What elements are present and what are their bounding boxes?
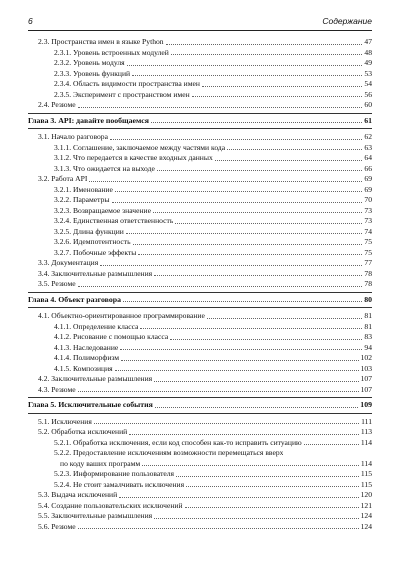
dot-leader [155,401,358,408]
dot-leader [129,428,359,435]
toc-entry-title: 3.2.1. Именование [54,184,113,194]
dot-leader [140,322,362,329]
toc-page-number: 78 [364,268,372,278]
toc-entry-title: 3.2.4. Единственная ответственность [54,216,174,225]
toc-entry[interactable] [54,143,372,153]
header-title: Содержание [322,16,372,26]
toc-entry-title: 3.2.5. Длина функции [54,226,124,236]
toc-page-number: 75 [364,247,372,257]
dot-leader [151,116,362,123]
toc-entry-title: 2.3.3. Уровень функций [54,68,131,78]
toc-entry[interactable] [54,48,372,58]
dot-leader [154,269,362,276]
dot-leader [154,512,358,519]
toc-page-number: 73 [364,205,372,215]
toc-page-number: 66 [364,163,372,173]
toc-page-number: 64 [364,153,372,162]
toc-entry[interactable] [38,311,372,321]
dot-leader [176,470,359,477]
toc-entry-title: 3.2. Работа API [38,174,88,183]
toc-page-number: 94 [364,342,372,352]
toc-page-number: 113 [360,427,372,436]
toc-page-number: 115 [360,469,372,478]
toc-entry-title: 5.2.4. Не стоит замалчивать исключения [54,479,185,489]
toc-entry[interactable] [60,459,372,469]
toc-page-number: 69 [364,174,372,183]
toc-entry[interactable] [38,385,372,395]
dot-leader [123,295,362,302]
toc-entry-title: 3.4. Заключительные размышления [38,268,153,278]
dot-leader [171,48,363,55]
toc-entry[interactable] [38,522,372,532]
toc-entry[interactable] [38,374,372,384]
toc-page-number: 124 [360,511,372,520]
toc-chapter-entry[interactable] [28,400,372,410]
toc-page-number: 124 [360,521,372,531]
toc-entry-title: 3.5. Резюме [38,279,76,288]
chapter-rule [28,113,372,114]
toc-entry-title: 4.1.4. Полиморфизм [54,353,120,362]
toc-entry-title: 2.3.5. Эксперимент с пространством имен [54,89,190,99]
toc-page-number: 47 [364,37,372,46]
toc-page-number: 102 [360,353,372,362]
toc-entry[interactable] [54,480,372,490]
chapter-rule [28,413,372,414]
toc-entry-title: 3.2.6. Идемпотентность [54,237,131,246]
toc-entry[interactable] [54,164,372,174]
toc-page-number: 61 [364,115,372,125]
dot-leader [186,480,359,487]
dot-leader [175,217,362,224]
toc-entry[interactable] [54,216,372,226]
toc-page-number: 63 [364,142,372,152]
toc-entry-title: 4.1.3. Наследование [54,342,119,352]
running-header [28,16,372,31]
toc-entry-title: по коду ваших программ [60,458,141,468]
toc-entry[interactable] [38,511,372,521]
toc-page-number: 75 [364,237,372,246]
dot-leader [157,164,363,171]
dot-leader [112,196,363,203]
toc-entry[interactable] [54,90,372,100]
toc-entry-title: 5.2.3. Информирование пользователя [54,469,175,478]
dot-leader [110,133,362,140]
toc-entry-title: 5.2.2. Предоставление исключениям возможности перемещаться вверх [54,448,284,457]
toc-entry-title: 2.3.4. Область видимости пространства имен [54,79,200,88]
toc-entry[interactable] [38,427,372,437]
toc-page-number: 107 [360,384,372,394]
toc-entry-title: 5.1. Исключения [38,416,92,426]
dot-leader [215,154,363,161]
dot-leader [89,175,362,182]
chapter-rule [28,307,372,308]
dot-leader [78,101,363,108]
toc-page-number: 49 [364,58,372,67]
dot-leader [127,59,363,66]
dot-leader [78,385,359,392]
toc-entry[interactable] [54,448,372,458]
toc-entry-title: Глава 3. API: давайте пообщаемся [28,115,149,125]
toc-entry-title: 2.3.2. Уровень модуля [54,58,125,67]
dot-leader [126,227,363,234]
toc-entry[interactable] [38,501,372,511]
toc-entry-title: Глава 5. Исключительные события [28,400,153,409]
dot-leader [132,69,362,76]
toc-page-number: 109 [360,400,372,409]
toc-entry-title: 5.2.1. Обработка исключения, если код способен как-то исправить ситуацию [54,437,302,447]
toc-page-number: 114 [360,458,372,468]
toc-entry[interactable] [54,364,372,374]
dot-leader [202,80,362,87]
toc-page-number: 77 [364,258,372,267]
toc-entry[interactable] [54,69,372,79]
toc-page-number: 48 [364,47,372,57]
toc-page-number: 69 [364,184,372,194]
toc-entry[interactable] [54,79,372,89]
toc-entry-title: 3.2.3. Возвращаемое значение [54,205,151,215]
toc-page-number: 62 [364,132,372,141]
dot-leader [119,491,358,498]
dot-leader [192,90,363,97]
toc-page-number: 74 [364,226,372,236]
toc-page-number: 81 [364,311,372,320]
toc-entry[interactable] [38,258,372,268]
toc-entry[interactable] [54,343,372,353]
toc-entry[interactable] [54,322,372,332]
dot-leader [115,185,363,192]
toc-entry-title: 4.1.2. Рисование с помощью класса [54,332,169,341]
toc-entry-title: Глава 4. Объект разговора [28,294,121,304]
toc-entry[interactable] [54,206,372,216]
toc-entry[interactable] [38,132,372,142]
dot-leader [227,143,362,150]
toc-entry-title: 4.1. Объектно-ориентированное программирование [38,311,205,320]
chapter-rule [28,128,372,129]
toc-entry[interactable] [54,248,372,258]
toc-entry[interactable] [38,37,372,47]
toc-entry-title: 2.3. Пространства имен в языке Python [38,37,164,46]
toc-entry-title: 5.6. Резюме [38,521,76,531]
dot-leader [142,459,359,466]
toc-entry-title: 4.1.1. Определение класса [54,321,139,331]
toc-page-number: 73 [364,216,372,225]
toc-entry-title: 2.4. Резюме [38,100,76,109]
dot-leader [154,375,358,382]
toc-page-number: 121 [360,500,372,510]
toc-page-number: 60 [364,100,372,109]
toc-entry[interactable] [38,100,372,110]
dot-leader [138,248,362,255]
toc-page-number: 80 [364,294,372,304]
toc-entry-title: 4.2. Заключительные размышления [38,374,153,383]
toc-page-number: 53 [364,68,372,78]
toc-entry[interactable] [54,227,372,237]
dot-leader [115,364,359,371]
dot-leader [78,522,359,529]
toc-chapter-entry[interactable] [28,295,372,305]
toc-page-number: 78 [364,279,372,288]
chapter-rule [28,397,372,398]
dot-leader [100,259,362,266]
toc-entry-title: 3.2.2. Параметры [54,195,110,204]
toc-entry-title: 4.3. Резюме [38,384,76,394]
toc-entry-title: 3.1.3. Что ожидается на выходе [54,163,155,173]
toc-entry[interactable] [54,153,372,163]
dot-leader [304,438,359,445]
page-number: 6 [28,16,33,26]
toc-page-number: 81 [364,321,372,331]
dot-leader [166,38,363,45]
toc-entry-title: 5.5. Заключительные размышления [38,511,153,520]
toc-entry[interactable] [54,237,372,247]
toc-entry[interactable] [54,185,372,195]
toc-entry-title: 4.1.5. Композиция [54,363,113,373]
toc-page-number: 111 [361,416,372,426]
dot-leader [207,312,363,319]
toc-entry-title: 3.2.7. Побочные эффекты [54,247,137,257]
toc-entry[interactable] [54,353,372,363]
chapter-rule [28,292,372,293]
toc-page-number: 120 [360,490,372,499]
toc-entry-title: 5.2. Обработка исключений [38,427,128,436]
dot-leader [121,354,359,361]
toc-entry[interactable] [38,490,372,500]
toc-entry-title: 5.4. Создание пользовательских исключений [38,500,183,510]
toc-page-number: 70 [364,195,372,204]
dot-leader [133,238,363,245]
toc-page-number: 107 [360,374,372,383]
toc-entry-title: 3.1. Начало разговора [38,132,108,141]
dot-leader [120,343,362,350]
toc-entry[interactable] [54,58,372,68]
toc-entry-title: 2.3.1. Уровень встроенных модулей [54,47,169,57]
toc-entry[interactable] [38,269,372,279]
toc-entry[interactable] [54,438,372,448]
toc-entry[interactable] [54,469,372,479]
toc-page-number: 83 [364,332,372,341]
toc-entry-title: 5.3. Выдача исключений [38,490,118,499]
toc-page-number: 114 [360,437,372,447]
toc-entry-title: 3.1.1. Соглашение, заключаемое между частями кода [54,142,226,152]
toc-entry[interactable] [54,195,372,205]
toc-entry[interactable] [38,417,372,427]
toc-page-number: 54 [364,79,372,88]
toc-entry[interactable] [54,332,372,342]
dot-leader [153,206,362,213]
dot-leader [170,333,362,340]
toc-entry[interactable] [38,174,372,184]
toc-entry-title: 3.1.2. Что передается в качестве входных данных [54,153,213,162]
toc-chapter-entry[interactable] [28,116,372,126]
dot-leader [94,417,359,424]
toc-page-number: 56 [364,89,372,99]
toc-page-number: 103 [360,363,372,373]
dot-leader [185,501,359,508]
dot-leader [78,280,363,287]
toc-page-number: 115 [360,479,372,489]
toc-entry-title: 3.3. Документация [38,258,99,267]
toc-entry[interactable] [38,279,372,289]
